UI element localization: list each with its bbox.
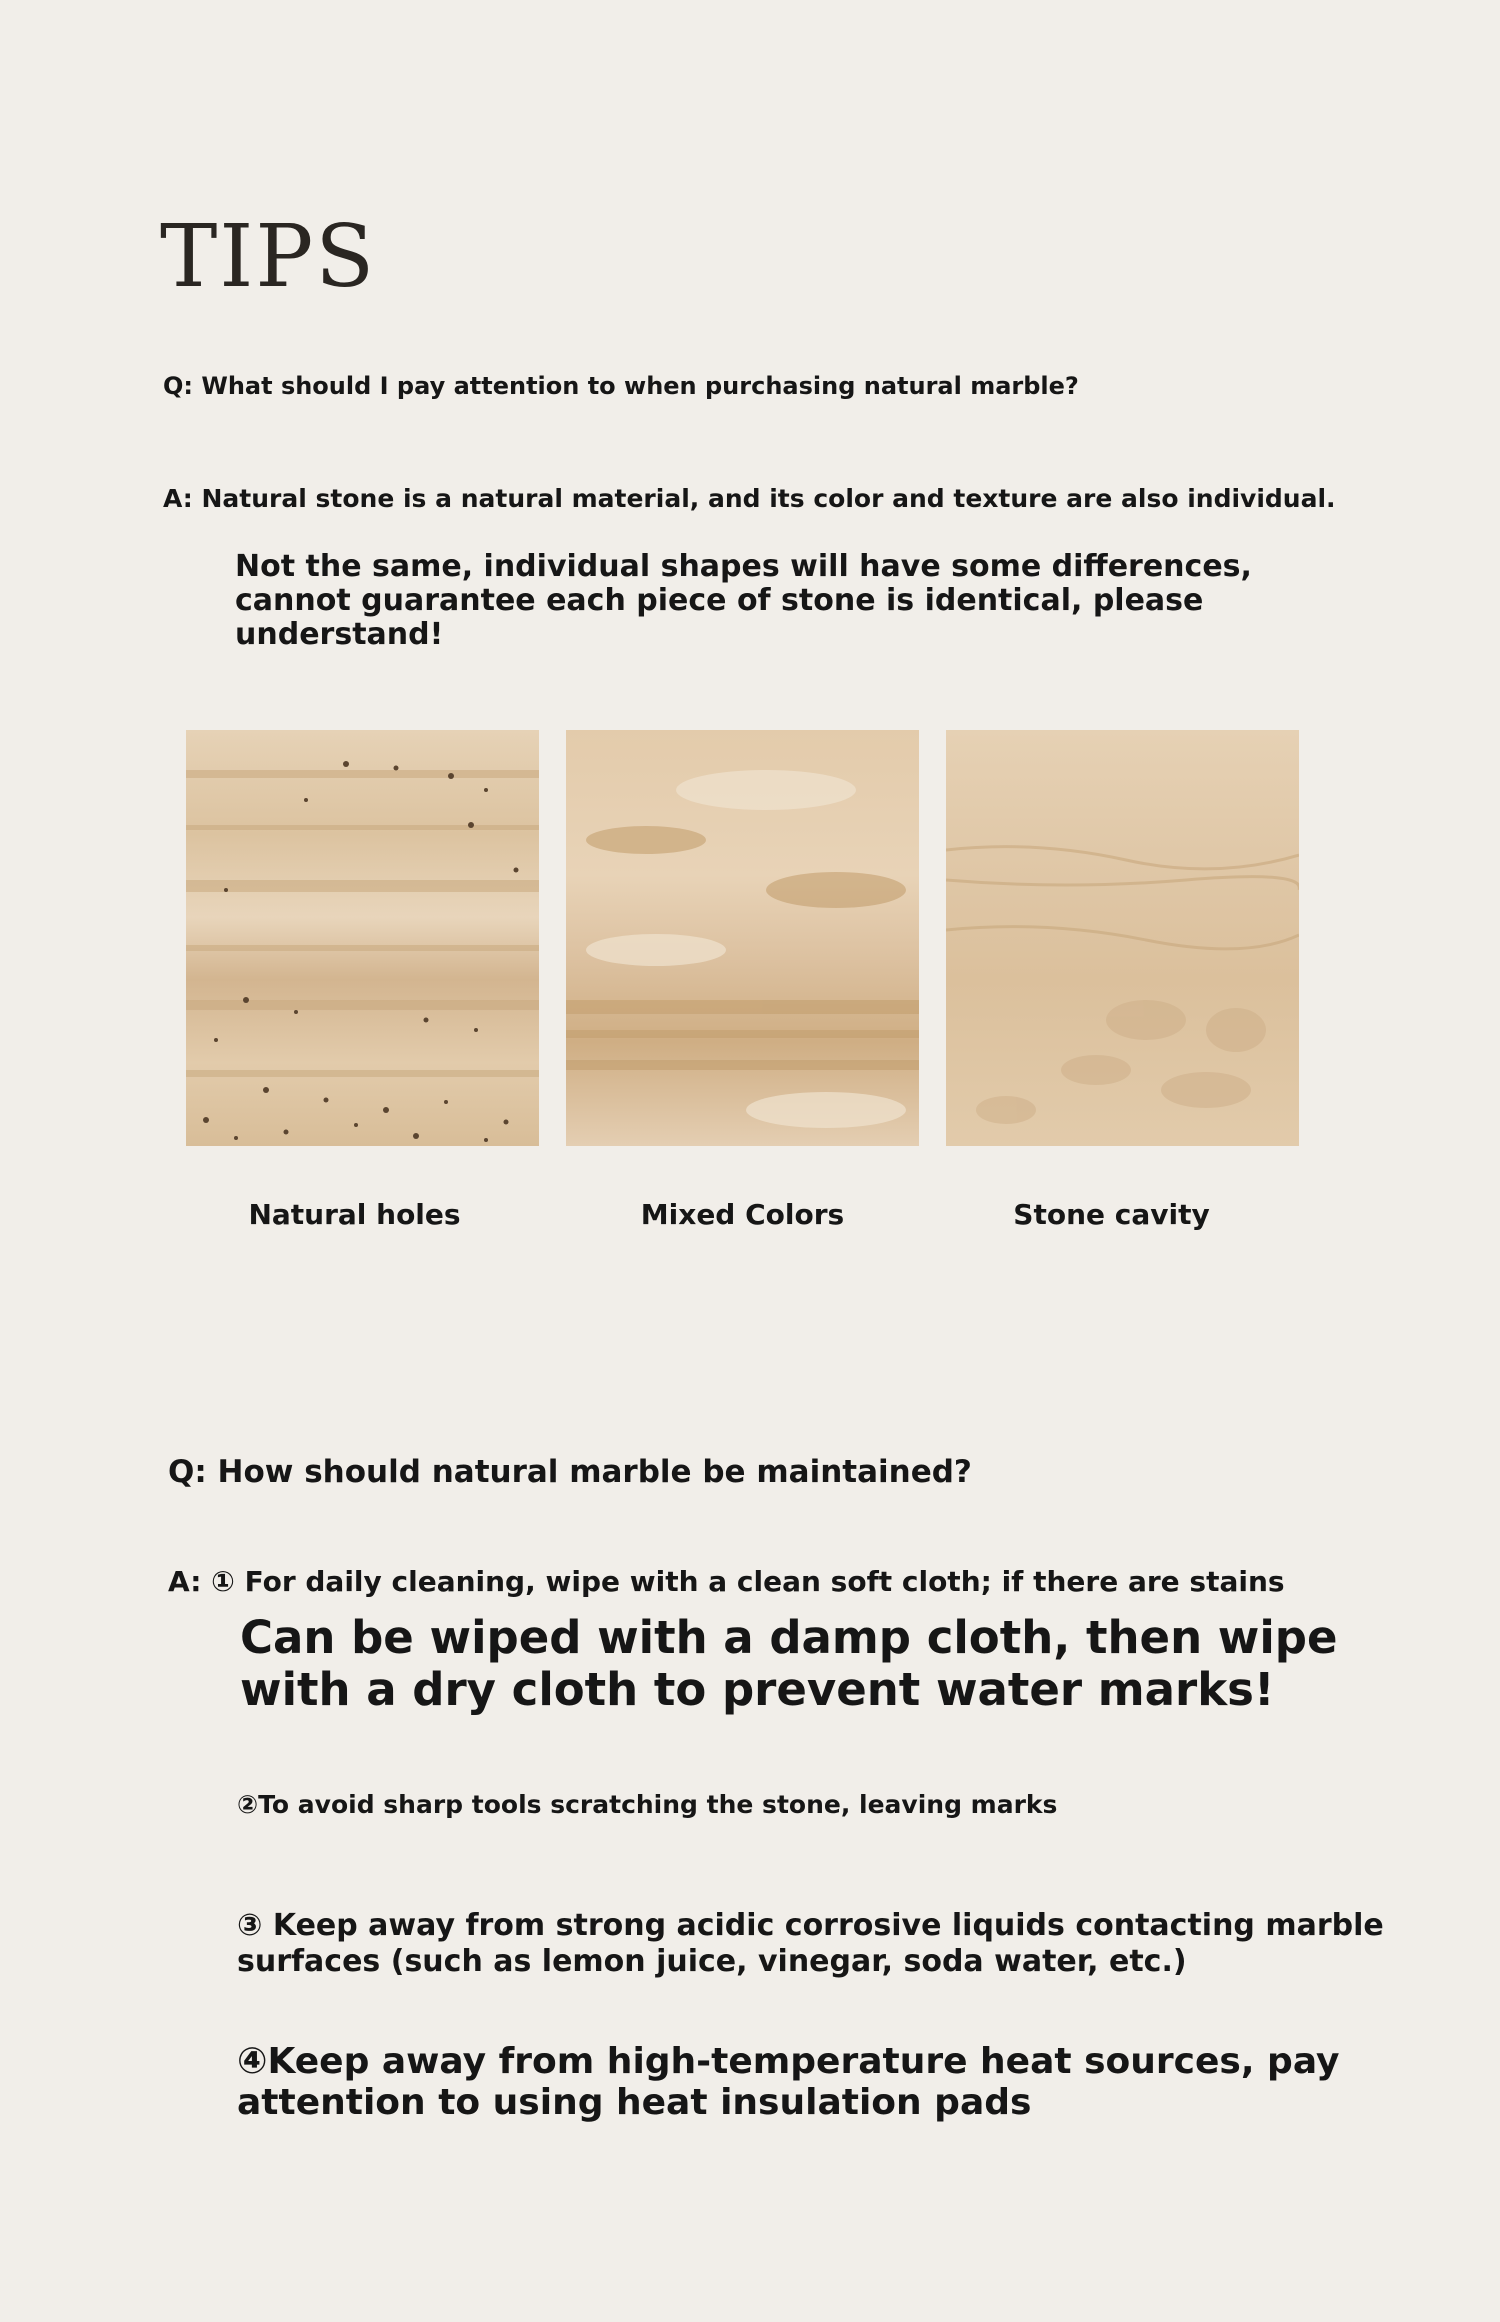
travertine-cavity-image: [946, 730, 1299, 1146]
caption-mixed-colors: Mixed Colors: [640, 1198, 845, 1231]
caption-natural-holes: Natural holes: [248, 1198, 461, 1231]
stone-sample-natural-holes: [186, 730, 539, 1146]
stone-sample-mixed-colors: [566, 730, 919, 1146]
question-purchasing: Q: What should I pay attention to when purchasing natural marble?: [163, 372, 1079, 400]
page-title: TIPS: [160, 207, 377, 307]
tip1-line2: Can be wiped with a damp cloth, then wipe with a dry cloth to prevent water marks!: [240, 1611, 1338, 1716]
answer-purchasing-line1: A: Natural stone is a natural material, and its color and texture are also individual.: [163, 484, 1336, 513]
tip3: ③ Keep away from strong acidic corrosive liquids contacting marble surfaces (such as lemon juice, vinegar, soda water, etc.): [237, 1908, 1384, 1979]
stone-sample-stone-cavity: [946, 730, 1299, 1146]
travertine-mixed-image: [566, 730, 919, 1146]
answer-purchasing-line2: Not the same, individual shapes will have some differences, cannot guarantee each piece of stone is identical, please understand!: [235, 549, 1252, 652]
caption-stone-cavity: Stone cavity: [1013, 1198, 1210, 1231]
tip4: ④Keep away from high-temperature heat sources, pay attention to using heat insulation pads: [237, 2041, 1340, 2123]
tip2: ②To avoid sharp tools scratching the stone, leaving marks: [237, 1790, 1058, 1819]
question-maintenance: Q: How should natural marble be maintained?: [168, 1454, 972, 1490]
travertine-holes-image: [186, 730, 539, 1146]
tip1-line1: A: ① For daily cleaning, wipe with a clean soft cloth; if there are stains: [168, 1565, 1285, 1598]
